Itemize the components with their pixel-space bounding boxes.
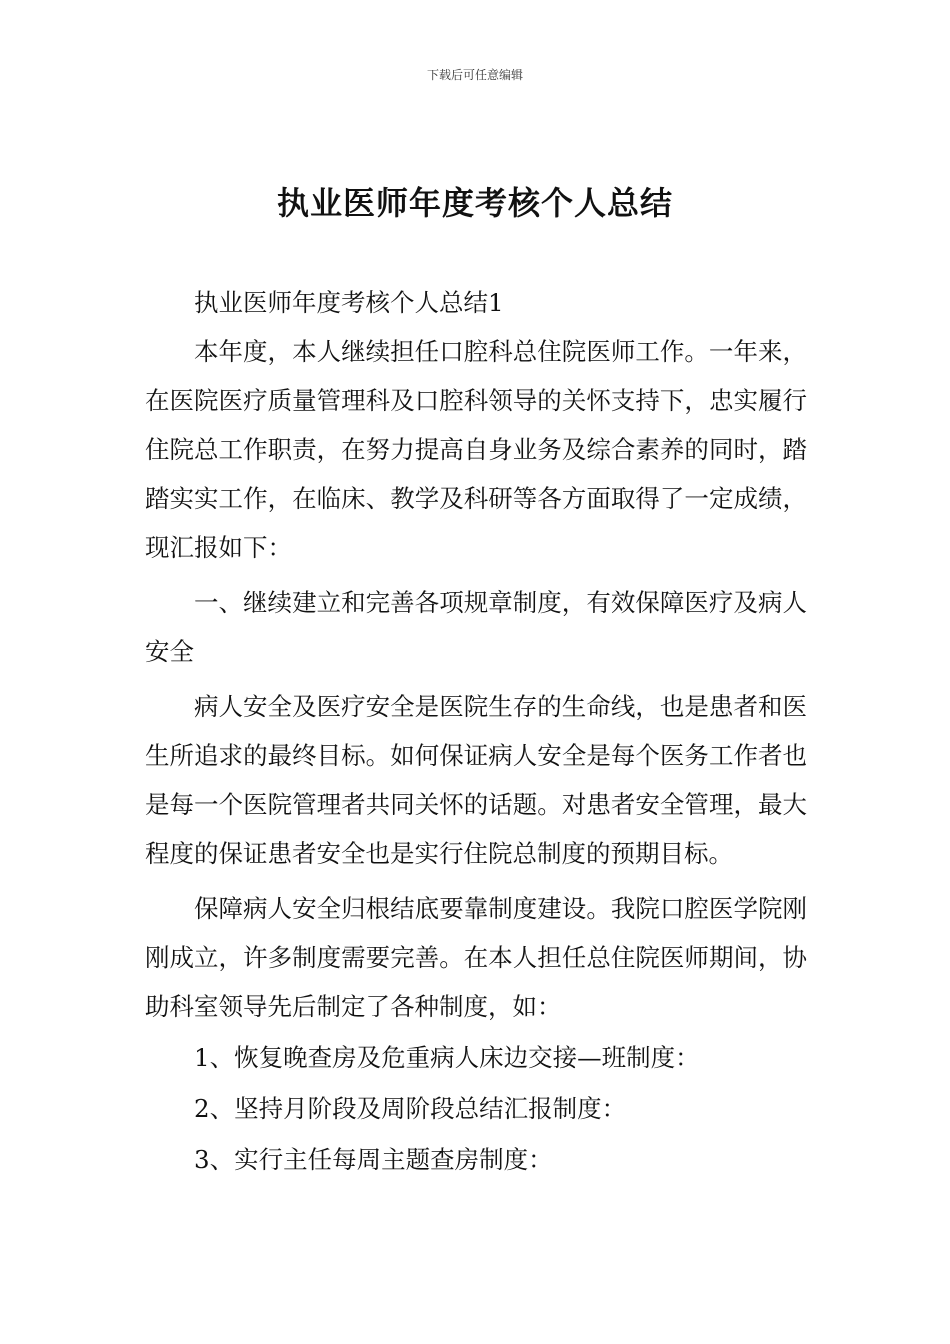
- section-heading-one: 一、继续建立和完善各项规章制度，有效保障医疗及病人安全: [145, 588, 807, 666]
- document-body: [145, 278, 807, 1184]
- list-item: 2、坚持月阶段及周阶段总结汇报制度：: [194, 1094, 627, 1123]
- section-heading: 执业医师年度考核个人总结1: [194, 288, 504, 317]
- list-item: 1、恢复晚查房及危重病人床边交接—班制度：: [194, 1043, 700, 1072]
- paragraph-intro: 本年度，本人继续担任口腔科总住院医师工作。一年来，在医院医疗质量管理科及口腔科领导的关怀支持下，忠实履行住院总工作职责，在努力提高自身业务及综合素养的同时，踏踏实实工作，在临床、教学及科研等各方面取得了一定成绩，现汇报如下：: [145, 337, 807, 562]
- paragraph-safety: 病人安全及医疗安全是医院生存的生命线，也是患者和医生所追求的最终目标。如何保证病人安全是每个医务工作者也是每一个医院管理者共同关怀的话题。对患者安全管理，最大程度的保证患者安全也是实行住院总制度的预期目标。: [145, 692, 807, 868]
- header-note: 下载后可任意编辑: [426, 68, 523, 82]
- document-title: 执业医师年度考核个人总结: [276, 184, 673, 222]
- list-item: 3、实行主任每周主题查房制度：: [194, 1145, 553, 1174]
- paragraph-rules: 保障病人安全归根结底要靠制度建设。我院口腔医学院刚刚成立，许多制度需要完善。在本人担任总住院医师期间，协助科室领导先后制定了各种制度，如：: [145, 894, 807, 1021]
